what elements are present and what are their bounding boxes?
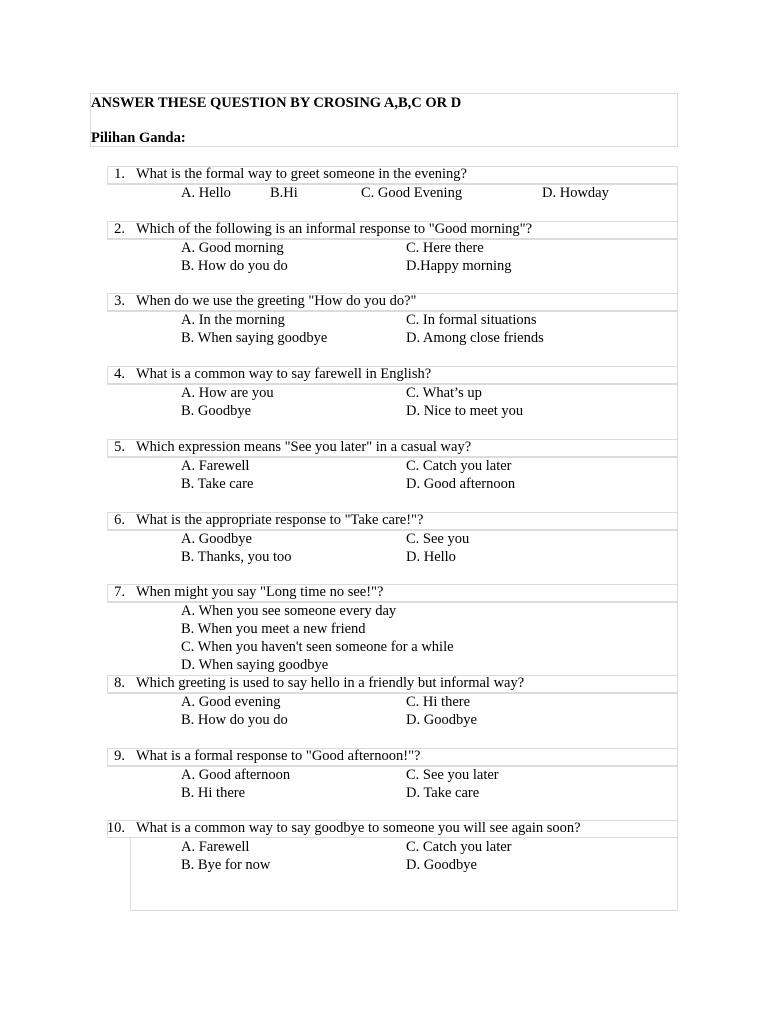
option-c[interactable]: C. When you haven't seen someone for a while <box>181 639 454 655</box>
option-d[interactable]: D. Howday <box>542 185 609 201</box>
option-a[interactable]: A. Good afternoon <box>181 767 291 783</box>
option-b[interactable]: B. Bye for now <box>181 857 271 873</box>
option-d[interactable]: D. When saying goodbye <box>181 657 329 673</box>
question-text: When might you say "Long time no see!"? <box>136 584 384 600</box>
option-c[interactable]: C. See you later <box>406 767 499 783</box>
option-d[interactable]: D. Nice to meet you <box>406 403 524 419</box>
question-text: Which greeting is used to say hello in a friendly but informal way? <box>136 675 525 691</box>
option-d[interactable]: D. Good afternoon <box>406 476 516 492</box>
option-b[interactable]: B. When saying goodbye <box>181 330 328 346</box>
option-b[interactable]: B. Hi there <box>181 785 246 801</box>
option-a[interactable]: A. How are you <box>181 385 274 401</box>
question-number: 6. <box>114 512 125 528</box>
section-heading: Pilihan Ganda: <box>91 130 186 146</box>
question-text: Which of the following is an informal response to "Good morning"? <box>136 221 533 237</box>
question-number: 1. <box>114 166 125 182</box>
question-number: 2. <box>114 221 125 237</box>
option-c[interactable]: C. Catch you later <box>406 458 512 474</box>
instruction-heading: ANSWER THESE QUESTION BY CROSING A,B,C OR D <box>91 95 462 111</box>
option-c[interactable]: C. Here there <box>406 240 484 256</box>
option-b[interactable]: B. How do you do <box>181 712 288 728</box>
option-d[interactable]: D. Among close friends <box>406 330 544 346</box>
question-number: 10. <box>106 820 125 836</box>
question-text: What is the appropriate response to "Take care!"? <box>136 512 424 528</box>
option-d[interactable]: D. Goodbye <box>406 712 477 728</box>
option-b[interactable]: B. When you meet a new friend <box>181 621 366 637</box>
option-c[interactable]: C. What’s up <box>406 385 482 401</box>
option-b[interactable]: B. How do you do <box>181 258 288 274</box>
question-text: When do we use the greeting "How do you do?" <box>136 293 417 309</box>
question-text: What is the formal way to greet someone in the evening? <box>136 166 467 182</box>
option-b[interactable]: B. Thanks, you too <box>181 549 292 565</box>
question-number: 4. <box>114 366 125 382</box>
option-a[interactable]: A. In the morning <box>181 312 285 328</box>
option-c[interactable]: C. In formal situations <box>406 312 537 328</box>
option-b[interactable]: B. Goodbye <box>181 403 252 419</box>
option-a[interactable]: A. Good evening <box>181 694 281 710</box>
question-text: Which expression means "See you later" in a casual way? <box>136 439 472 455</box>
question-text: What is a common way to say goodbye to someone you will see again soon? <box>136 820 581 836</box>
question-number: 3. <box>114 293 125 309</box>
question-number: 9. <box>114 748 125 764</box>
option-a[interactable]: A. Goodbye <box>181 531 252 547</box>
option-c[interactable]: C. See you <box>406 531 470 547</box>
option-c[interactable]: C. Hi there <box>406 694 471 710</box>
question-number: 7. <box>114 584 125 600</box>
option-a[interactable]: A. Farewell <box>181 458 250 474</box>
option-a[interactable]: A. Good morning <box>181 240 284 256</box>
option-b[interactable]: B.Hi <box>270 185 298 201</box>
option-d[interactable]: D. Hello <box>406 549 456 565</box>
option-c[interactable]: C. Catch you later <box>406 839 512 855</box>
question-number: 8. <box>114 675 125 691</box>
option-a[interactable]: A. Hello <box>181 185 231 201</box>
option-c[interactable]: C. Good Evening <box>361 185 463 201</box>
question-text: What is a formal response to "Good afternoon!"? <box>136 748 421 764</box>
question-text: What is a common way to say farewell in English? <box>136 366 432 382</box>
option-d[interactable]: D. Take care <box>406 785 480 801</box>
option-d[interactable]: D.Happy morning <box>406 258 512 274</box>
option-b[interactable]: B. Take care <box>181 476 254 492</box>
question-number: 5. <box>114 439 125 455</box>
option-a[interactable]: A. Farewell <box>181 839 250 855</box>
option-a[interactable]: A. When you see someone every day <box>181 603 397 619</box>
option-d[interactable]: D. Goodbye <box>406 857 477 873</box>
